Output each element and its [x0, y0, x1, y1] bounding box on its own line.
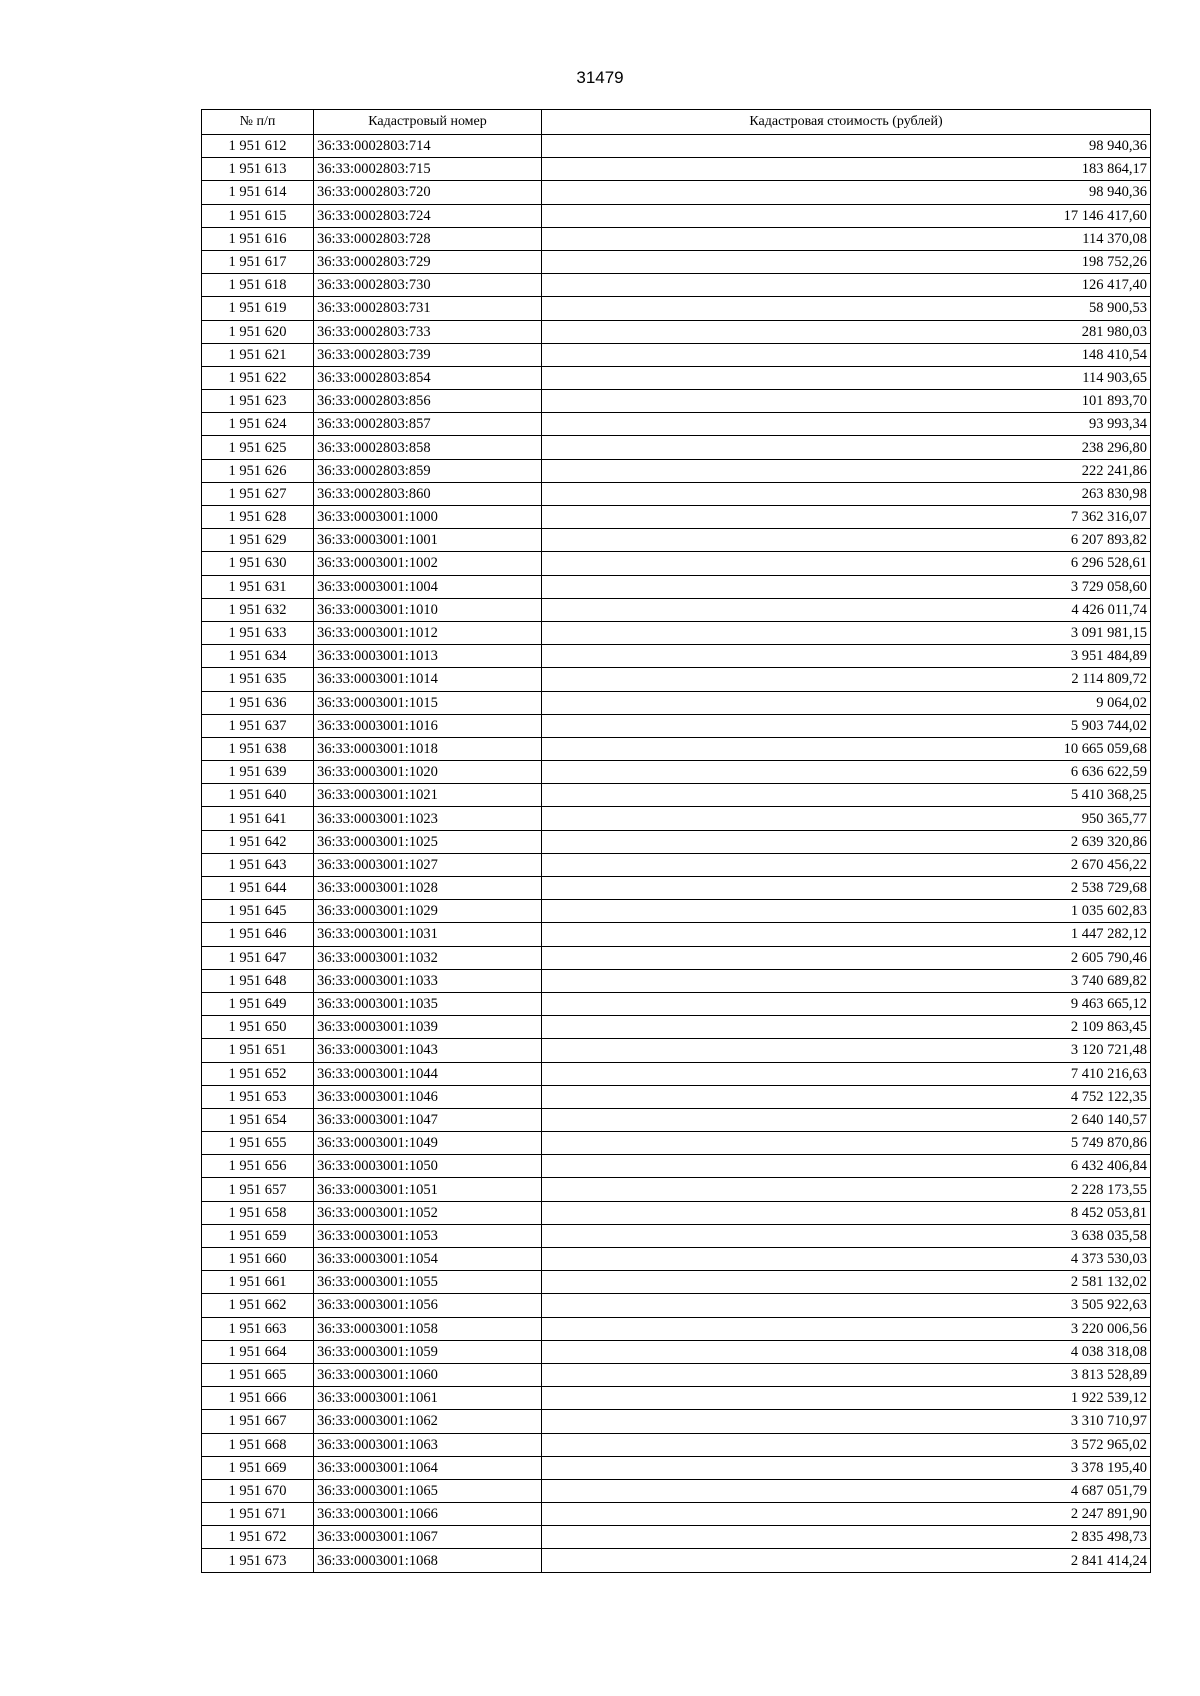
cadastral-value-cell: 6 636 622,59 — [542, 761, 1151, 784]
table-row — [202, 1271, 1151, 1294]
cadastral-value-cell: 8 452 053,81 — [542, 1201, 1151, 1224]
cadastral-value-cell: 222 241,86 — [542, 459, 1151, 482]
cadastral-number-cell: 36:33:0003001:1028 — [314, 877, 542, 900]
row-number-cell: 1 951 620 — [202, 320, 314, 343]
cadastral-value-cell: 4 752 122,35 — [542, 1085, 1151, 1108]
cadastral-value-cell: 2 109 863,45 — [542, 1016, 1151, 1039]
table-row — [202, 1503, 1151, 1526]
table-row — [202, 181, 1151, 204]
table-row — [202, 250, 1151, 273]
table-row — [202, 946, 1151, 969]
table-row — [202, 1039, 1151, 1062]
cadastral-number-cell: 36:33:0003001:1066 — [314, 1503, 542, 1526]
row-number-cell: 1 951 632 — [202, 598, 314, 621]
table-row — [202, 1317, 1151, 1340]
table-row — [202, 1062, 1151, 1085]
cadastral-number-cell: 36:33:0003001:1025 — [314, 830, 542, 853]
cadastral-number-cell: 36:33:0002803:729 — [314, 250, 542, 273]
table-row — [202, 413, 1151, 436]
cadastral-value-cell: 3 813 528,89 — [542, 1363, 1151, 1386]
table-row — [202, 1016, 1151, 1039]
cadastral-value-cell: 2 605 790,46 — [542, 946, 1151, 969]
cadastral-value-cell: 5 410 368,25 — [542, 784, 1151, 807]
table-row — [202, 621, 1151, 644]
cadastral-value-cell: 198 752,26 — [542, 250, 1151, 273]
row-number-cell: 1 951 628 — [202, 506, 314, 529]
table-row — [202, 1363, 1151, 1386]
row-number-cell: 1 951 660 — [202, 1248, 314, 1271]
cadastral-number-cell: 36:33:0003001:1032 — [314, 946, 542, 969]
row-number-cell: 1 951 652 — [202, 1062, 314, 1085]
row-number-cell: 1 951 641 — [202, 807, 314, 830]
cadastral-value-cell: 93 993,34 — [542, 413, 1151, 436]
table-row — [202, 923, 1151, 946]
cadastral-value-cell: 7 362 316,07 — [542, 506, 1151, 529]
cadastral-value-cell: 1 447 282,12 — [542, 923, 1151, 946]
row-number-cell: 1 951 653 — [202, 1085, 314, 1108]
cadastral-value-cell: 126 417,40 — [542, 274, 1151, 297]
cadastral-number-cell: 36:33:0003001:1029 — [314, 900, 542, 923]
table-row — [202, 1155, 1151, 1178]
cadastral-number-cell: 36:33:0002803:715 — [314, 158, 542, 181]
cadastral-value-cell: 3 951 484,89 — [542, 645, 1151, 668]
row-number-cell: 1 951 662 — [202, 1294, 314, 1317]
cadastral-number-cell: 36:33:0003001:1001 — [314, 529, 542, 552]
cadastral-number-cell: 36:33:0003001:1044 — [314, 1062, 542, 1085]
row-number-cell: 1 951 630 — [202, 552, 314, 575]
cadastral-number-cell: 36:33:0003001:1055 — [314, 1271, 542, 1294]
cadastral-number-cell: 36:33:0003001:1035 — [314, 992, 542, 1015]
cadastral-number-cell: 36:33:0002803:739 — [314, 343, 542, 366]
cadastral-value-cell: 2 639 320,86 — [542, 830, 1151, 853]
table-row — [202, 204, 1151, 227]
table-row — [202, 877, 1151, 900]
row-number-cell: 1 951 612 — [202, 135, 314, 158]
table-row — [202, 737, 1151, 760]
cadastral-number-cell: 36:33:0003001:1063 — [314, 1433, 542, 1456]
table-row — [202, 274, 1151, 297]
row-number-cell: 1 951 651 — [202, 1039, 314, 1062]
row-number-cell: 1 951 636 — [202, 691, 314, 714]
cadastral-value-cell: 950 365,77 — [542, 807, 1151, 830]
cadastral-number-cell: 36:33:0003001:1062 — [314, 1410, 542, 1433]
header-row-number: № п/п — [202, 110, 314, 135]
table-row — [202, 1201, 1151, 1224]
cadastral-value-cell: 263 830,98 — [542, 482, 1151, 505]
row-number-cell: 1 951 659 — [202, 1224, 314, 1247]
row-number-cell: 1 951 646 — [202, 923, 314, 946]
cadastral-value-cell: 58 900,53 — [542, 297, 1151, 320]
row-number-cell: 1 951 654 — [202, 1108, 314, 1131]
cadastral-number-cell: 36:33:0003001:1053 — [314, 1224, 542, 1247]
cadastral-value-cell: 3 378 195,40 — [542, 1456, 1151, 1479]
row-number-cell: 1 951 664 — [202, 1340, 314, 1363]
table-row — [202, 1340, 1151, 1363]
cadastral-number-cell: 36:33:0003001:1059 — [314, 1340, 542, 1363]
page-number: 31479 — [576, 68, 624, 87]
row-number-cell: 1 951 661 — [202, 1271, 314, 1294]
cadastral-value-cell: 4 373 530,03 — [542, 1248, 1151, 1271]
table-row — [202, 529, 1151, 552]
row-number-cell: 1 951 627 — [202, 482, 314, 505]
table-row — [202, 1387, 1151, 1410]
cadastral-number-cell: 36:33:0003001:1050 — [314, 1155, 542, 1178]
cadastral-number-cell: 36:33:0002803:733 — [314, 320, 542, 343]
cadastral-value-cell: 4 687 051,79 — [542, 1479, 1151, 1502]
cadastral-value-cell: 3 091 981,15 — [542, 621, 1151, 644]
cadastral-value-cell: 1 922 539,12 — [542, 1387, 1151, 1410]
cadastral-value-cell: 6 432 406,84 — [542, 1155, 1151, 1178]
cadastral-value-cell: 3 638 035,58 — [542, 1224, 1151, 1247]
table-row — [202, 436, 1151, 459]
table-row — [202, 830, 1151, 853]
cadastral-value-cell: 98 940,36 — [542, 135, 1151, 158]
cadastral-value-cell: 4 038 318,08 — [542, 1340, 1151, 1363]
row-number-cell: 1 951 669 — [202, 1456, 314, 1479]
table-row — [202, 1479, 1151, 1502]
row-number-cell: 1 951 642 — [202, 830, 314, 853]
cadastral-number-cell: 36:33:0003001:1051 — [314, 1178, 542, 1201]
cadastral-number-cell: 36:33:0003001:1058 — [314, 1317, 542, 1340]
cadastral-value-cell: 10 665 059,68 — [542, 737, 1151, 760]
row-number-cell: 1 951 640 — [202, 784, 314, 807]
cadastral-number-cell: 36:33:0002803:728 — [314, 227, 542, 250]
cadastral-number-cell: 36:33:0003001:1039 — [314, 1016, 542, 1039]
cadastral-value-cell: 3 310 710,97 — [542, 1410, 1151, 1433]
cadastral-value-cell: 2 640 140,57 — [542, 1108, 1151, 1131]
cadastral-value-cell: 5 903 744,02 — [542, 714, 1151, 737]
cadastral-value-cell: 2 247 891,90 — [542, 1503, 1151, 1526]
cadastral-number-cell: 36:33:0003001:1021 — [314, 784, 542, 807]
table-row — [202, 1526, 1151, 1549]
cadastral-value-cell: 6 296 528,61 — [542, 552, 1151, 575]
table-row — [202, 645, 1151, 668]
table-row — [202, 598, 1151, 621]
row-number-cell: 1 951 619 — [202, 297, 314, 320]
row-number-cell: 1 951 655 — [202, 1132, 314, 1155]
row-number-cell: 1 951 643 — [202, 853, 314, 876]
row-number-cell: 1 951 621 — [202, 343, 314, 366]
table-row — [202, 1410, 1151, 1433]
cadastral-value-cell: 17 146 417,60 — [542, 204, 1151, 227]
table-row — [202, 506, 1151, 529]
row-number-cell: 1 951 634 — [202, 645, 314, 668]
cadastral-number-cell: 36:33:0003001:1060 — [314, 1363, 542, 1386]
cadastral-number-cell: 36:33:0002803:731 — [314, 297, 542, 320]
cadastral-value-cell: 9 463 665,12 — [542, 992, 1151, 1015]
row-number-cell: 1 951 658 — [202, 1201, 314, 1224]
table-header-row — [202, 110, 1151, 135]
cadastral-number-cell: 36:33:0003001:1014 — [314, 668, 542, 691]
table-body — [202, 135, 1151, 1573]
cadastral-value-cell: 98 940,36 — [542, 181, 1151, 204]
cadastral-number-cell: 36:33:0003001:1064 — [314, 1456, 542, 1479]
cadastral-number-cell: 36:33:0003001:1061 — [314, 1387, 542, 1410]
cadastral-number-cell: 36:33:0003001:1067 — [314, 1526, 542, 1549]
row-number-cell: 1 951 663 — [202, 1317, 314, 1340]
cadastral-number-cell: 36:33:0003001:1004 — [314, 575, 542, 598]
cadastral-value-cell: 2 228 173,55 — [542, 1178, 1151, 1201]
cadastral-number-cell: 36:33:0003001:1047 — [314, 1108, 542, 1131]
table-row — [202, 969, 1151, 992]
cadastral-number-cell: 36:33:0003001:1052 — [314, 1201, 542, 1224]
row-number-cell: 1 951 657 — [202, 1178, 314, 1201]
cadastral-number-cell: 36:33:0003001:1046 — [314, 1085, 542, 1108]
cadastral-number-cell: 36:33:0003001:1016 — [314, 714, 542, 737]
table-row — [202, 135, 1151, 158]
cadastral-value-cell: 3 729 058,60 — [542, 575, 1151, 598]
row-number-cell: 1 951 671 — [202, 1503, 314, 1526]
row-number-cell: 1 951 626 — [202, 459, 314, 482]
table-row — [202, 227, 1151, 250]
cadastral-number-cell: 36:33:0003001:1000 — [314, 506, 542, 529]
cadastral-value-cell: 3 740 689,82 — [542, 969, 1151, 992]
cadastral-value-cell: 2 670 456,22 — [542, 853, 1151, 876]
table-row — [202, 320, 1151, 343]
cadastral-number-cell: 36:33:0003001:1049 — [314, 1132, 542, 1155]
row-number-cell: 1 951 631 — [202, 575, 314, 598]
cadastral-number-cell: 36:33:0003001:1015 — [314, 691, 542, 714]
table-row — [202, 390, 1151, 413]
cadastral-number-cell: 36:33:0003001:1010 — [314, 598, 542, 621]
row-number-cell: 1 951 639 — [202, 761, 314, 784]
cadastral-value-cell: 238 296,80 — [542, 436, 1151, 459]
cadastral-number-cell: 36:33:0003001:1020 — [314, 761, 542, 784]
row-number-cell: 1 951 616 — [202, 227, 314, 250]
table-row — [202, 459, 1151, 482]
cadastral-value-cell: 101 893,70 — [542, 390, 1151, 413]
table-row — [202, 900, 1151, 923]
row-number-cell: 1 951 665 — [202, 1363, 314, 1386]
cadastral-number-cell: 36:33:0003001:1033 — [314, 969, 542, 992]
row-number-cell: 1 951 622 — [202, 366, 314, 389]
row-number-cell: 1 951 668 — [202, 1433, 314, 1456]
table-row — [202, 784, 1151, 807]
table-row — [202, 1108, 1151, 1131]
row-number-cell: 1 951 670 — [202, 1479, 314, 1502]
row-number-cell: 1 951 635 — [202, 668, 314, 691]
row-number-cell: 1 951 647 — [202, 946, 314, 969]
cadastral-number-cell: 36:33:0003001:1054 — [314, 1248, 542, 1271]
row-number-cell: 1 951 650 — [202, 1016, 314, 1039]
table-row — [202, 1549, 1151, 1572]
cadastral-number-cell: 36:33:0003001:1031 — [314, 923, 542, 946]
cadastral-value-cell: 2 841 414,24 — [542, 1549, 1151, 1572]
cadastral-number-cell: 36:33:0002803:857 — [314, 413, 542, 436]
row-number-cell: 1 951 618 — [202, 274, 314, 297]
cadastral-value-cell: 183 864,17 — [542, 158, 1151, 181]
cadastral-value-cell: 2 114 809,72 — [542, 668, 1151, 691]
table-row — [202, 668, 1151, 691]
cadastral-value-table — [201, 109, 1151, 1573]
cadastral-number-cell: 36:33:0003001:1027 — [314, 853, 542, 876]
header-cadastral-value: Кадастровая стоимость (рублей) — [542, 110, 1151, 135]
table-row — [202, 1433, 1151, 1456]
table-row — [202, 297, 1151, 320]
cadastral-number-cell: 36:33:0003001:1056 — [314, 1294, 542, 1317]
cadastral-value-cell: 3 572 965,02 — [542, 1433, 1151, 1456]
row-number-cell: 1 951 613 — [202, 158, 314, 181]
cadastral-number-cell: 36:33:0003001:1023 — [314, 807, 542, 830]
header-cadastral-number: Кадастровый номер — [314, 110, 542, 135]
cadastral-value-cell: 5 749 870,86 — [542, 1132, 1151, 1155]
cadastral-value-cell: 4 426 011,74 — [542, 598, 1151, 621]
cadastral-value-cell: 281 980,03 — [542, 320, 1151, 343]
table-row — [202, 1085, 1151, 1108]
table-row — [202, 482, 1151, 505]
table-row — [202, 853, 1151, 876]
table-row — [202, 691, 1151, 714]
row-number-cell: 1 951 638 — [202, 737, 314, 760]
row-number-cell: 1 951 624 — [202, 413, 314, 436]
cadastral-number-cell: 36:33:0002803:859 — [314, 459, 542, 482]
row-number-cell: 1 951 673 — [202, 1549, 314, 1572]
cadastral-number-cell: 36:33:0003001:1018 — [314, 737, 542, 760]
cadastral-value-cell: 6 207 893,82 — [542, 529, 1151, 552]
cadastral-number-cell: 36:33:0002803:714 — [314, 135, 542, 158]
table-row — [202, 807, 1151, 830]
row-number-cell: 1 951 615 — [202, 204, 314, 227]
row-number-cell: 1 951 666 — [202, 1387, 314, 1410]
cadastral-value-cell: 114 370,08 — [542, 227, 1151, 250]
row-number-cell: 1 951 645 — [202, 900, 314, 923]
row-number-cell: 1 951 617 — [202, 250, 314, 273]
cadastral-number-cell: 36:33:0002803:860 — [314, 482, 542, 505]
cadastral-number-cell: 36:33:0002803:720 — [314, 181, 542, 204]
table-row — [202, 343, 1151, 366]
cadastral-value-cell: 2 581 132,02 — [542, 1271, 1151, 1294]
cadastral-value-cell: 148 410,54 — [542, 343, 1151, 366]
row-number-cell: 1 951 623 — [202, 390, 314, 413]
cadastral-value-cell: 1 035 602,83 — [542, 900, 1151, 923]
table-row — [202, 714, 1151, 737]
cadastral-number-cell: 36:33:0003001:1013 — [314, 645, 542, 668]
cadastral-value-cell: 3 505 922,63 — [542, 1294, 1151, 1317]
table-row — [202, 1178, 1151, 1201]
row-number-cell: 1 951 644 — [202, 877, 314, 900]
table-row — [202, 1248, 1151, 1271]
cadastral-number-cell: 36:33:0003001:1012 — [314, 621, 542, 644]
row-number-cell: 1 951 667 — [202, 1410, 314, 1433]
cadastral-number-cell: 36:33:0002803:858 — [314, 436, 542, 459]
cadastral-value-cell: 114 903,65 — [542, 366, 1151, 389]
table-row — [202, 158, 1151, 181]
cadastral-number-cell: 36:33:0002803:854 — [314, 366, 542, 389]
cadastral-number-cell: 36:33:0002803:856 — [314, 390, 542, 413]
table-row — [202, 552, 1151, 575]
cadastral-number-cell: 36:33:0003001:1043 — [314, 1039, 542, 1062]
table-row — [202, 1456, 1151, 1479]
row-number-cell: 1 951 656 — [202, 1155, 314, 1178]
cadastral-value-cell: 2 538 729,68 — [542, 877, 1151, 900]
row-number-cell: 1 951 625 — [202, 436, 314, 459]
table-row — [202, 1294, 1151, 1317]
table-row — [202, 1132, 1151, 1155]
cadastral-number-cell: 36:33:0003001:1065 — [314, 1479, 542, 1502]
cadastral-number-cell: 36:33:0002803:730 — [314, 274, 542, 297]
cadastral-value-cell: 9 064,02 — [542, 691, 1151, 714]
row-number-cell: 1 951 637 — [202, 714, 314, 737]
cadastral-number-cell: 36:33:0002803:724 — [314, 204, 542, 227]
cadastral-number-cell: 36:33:0003001:1002 — [314, 552, 542, 575]
row-number-cell: 1 951 614 — [202, 181, 314, 204]
row-number-cell: 1 951 648 — [202, 969, 314, 992]
table-row — [202, 1224, 1151, 1247]
cadastral-value-cell: 7 410 216,63 — [542, 1062, 1151, 1085]
cadastral-value-cell: 3 120 721,48 — [542, 1039, 1151, 1062]
table-row — [202, 761, 1151, 784]
table-row — [202, 366, 1151, 389]
cadastral-value-cell: 2 835 498,73 — [542, 1526, 1151, 1549]
table-row — [202, 575, 1151, 598]
cadastral-value-cell: 3 220 006,56 — [542, 1317, 1151, 1340]
cadastral-number-cell: 36:33:0003001:1068 — [314, 1549, 542, 1572]
row-number-cell: 1 951 633 — [202, 621, 314, 644]
row-number-cell: 1 951 672 — [202, 1526, 314, 1549]
row-number-cell: 1 951 629 — [202, 529, 314, 552]
table-row — [202, 992, 1151, 1015]
row-number-cell: 1 951 649 — [202, 992, 314, 1015]
